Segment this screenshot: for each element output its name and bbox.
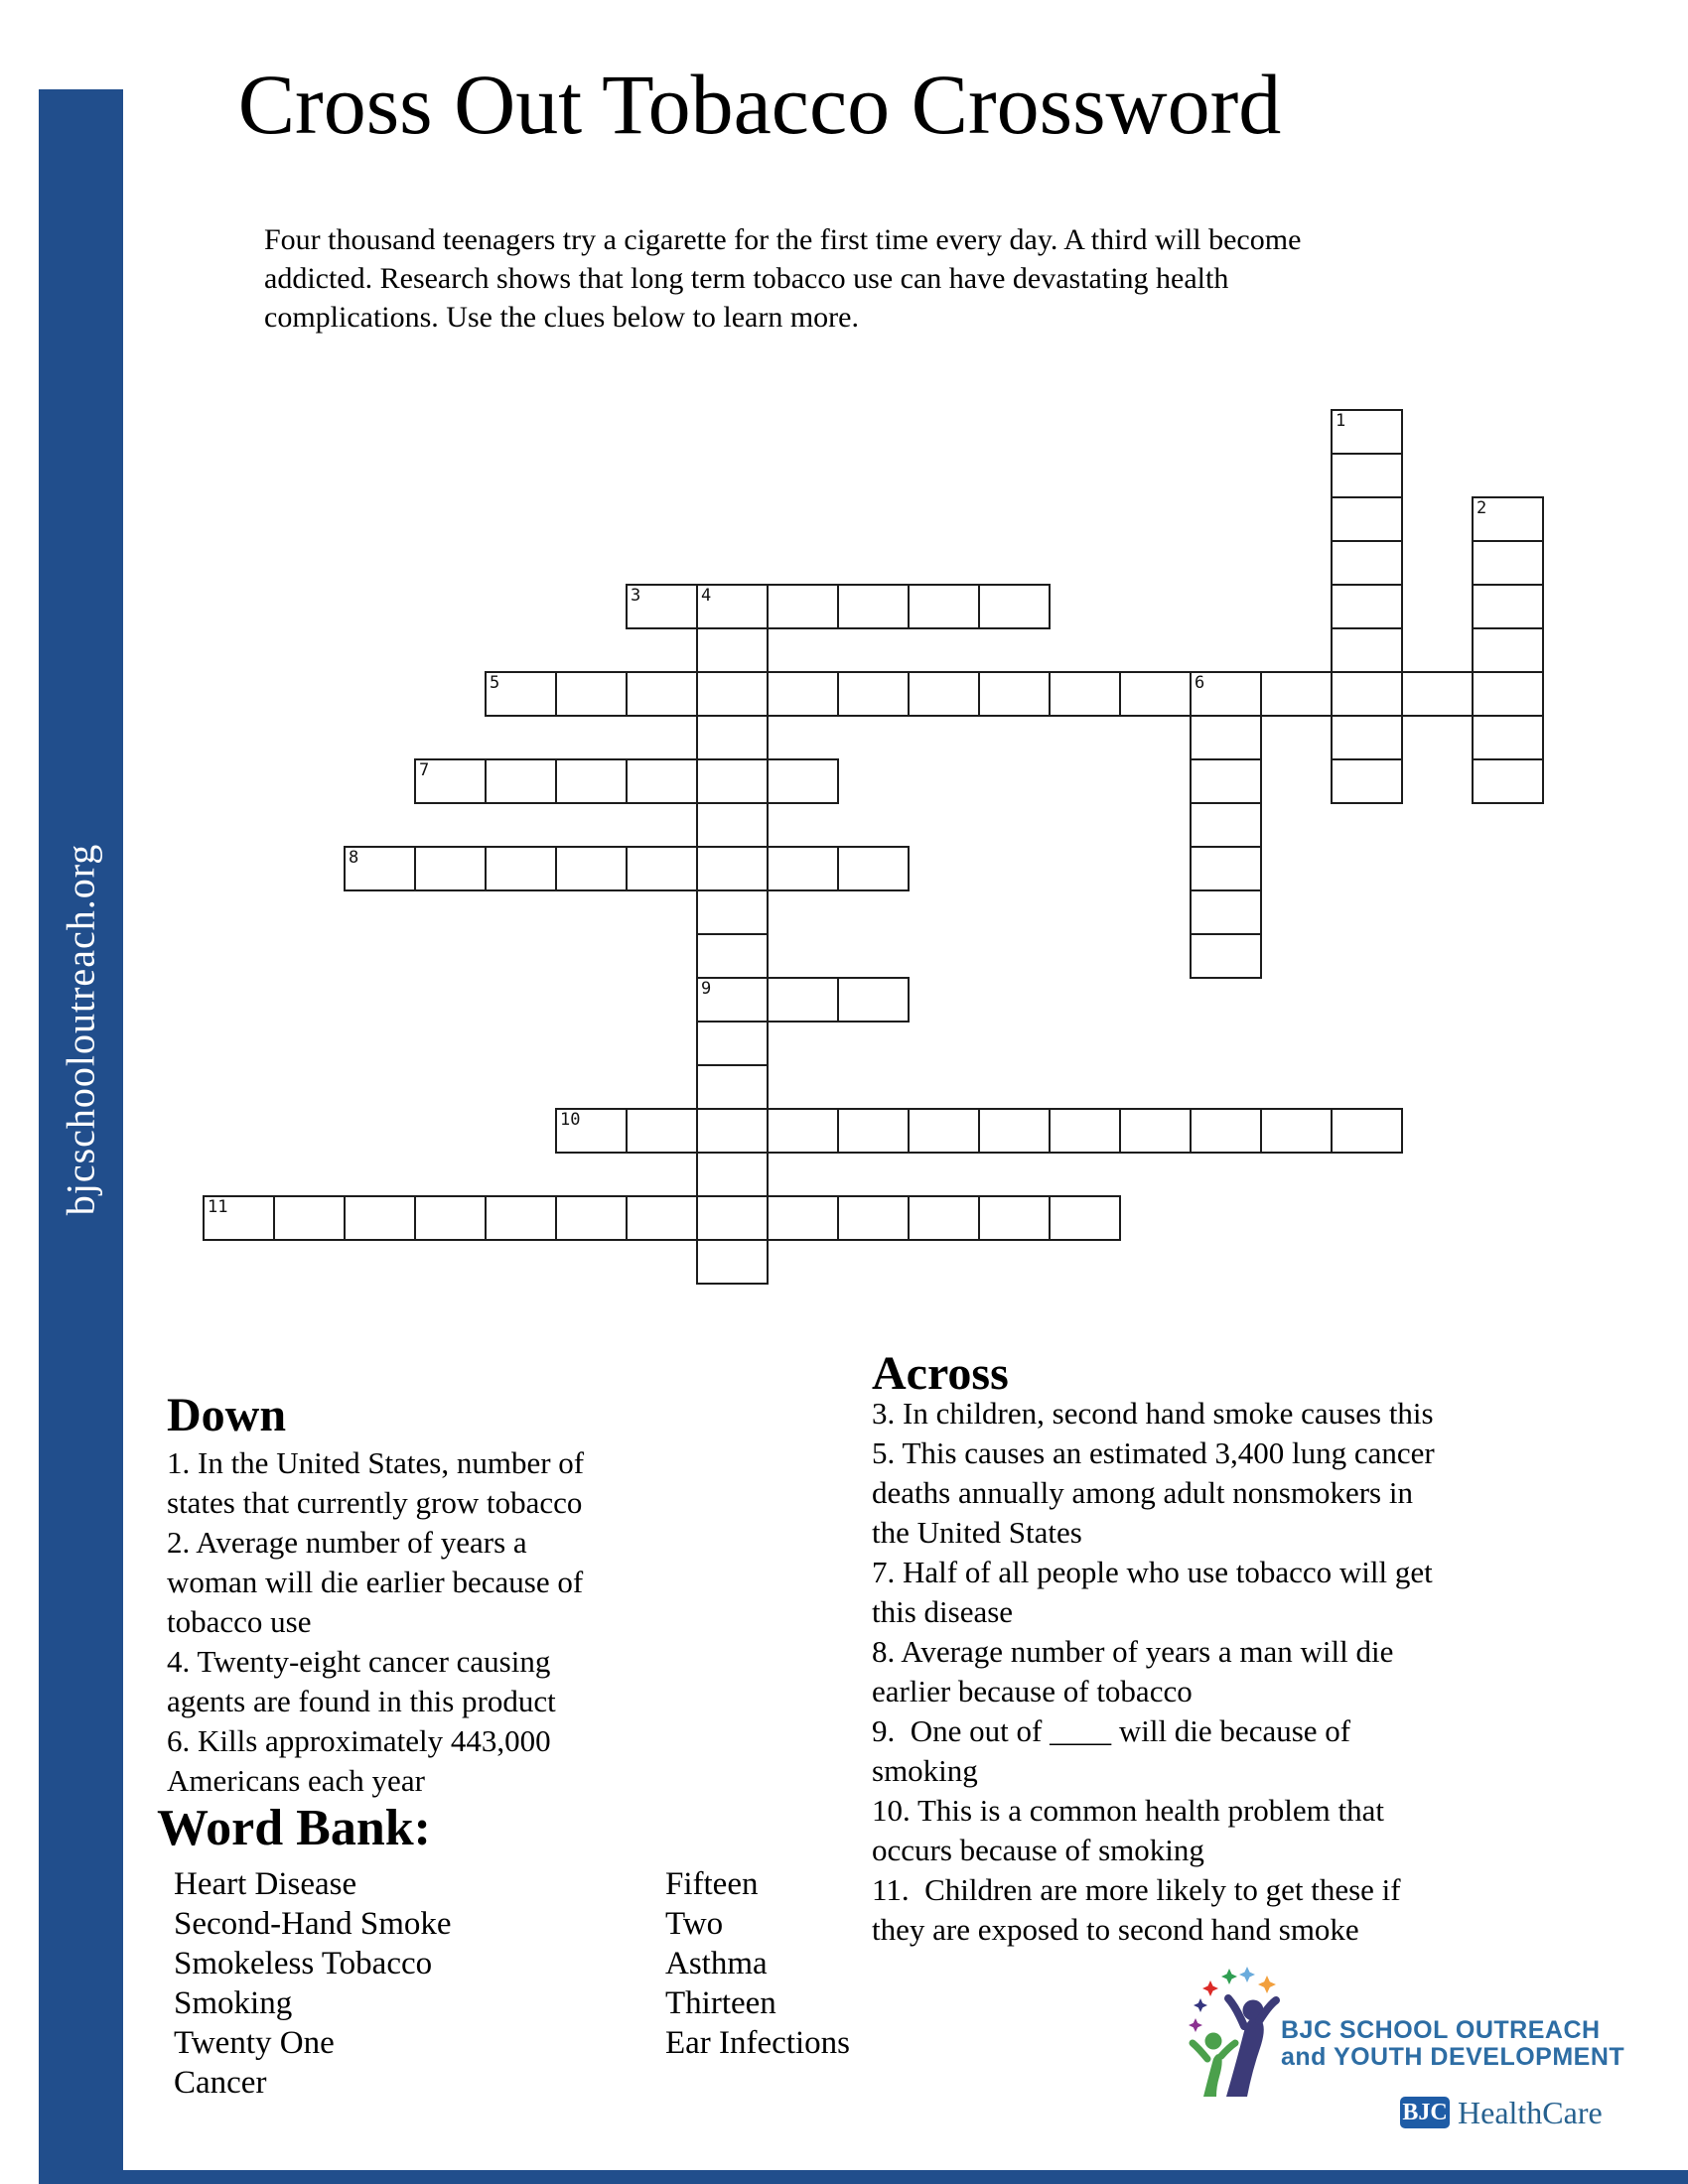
crossword-cell[interactable] xyxy=(1331,715,1403,760)
crossword-cell[interactable] xyxy=(767,671,839,717)
word-bank-item: Smoking xyxy=(174,1985,293,2021)
crossword-cell[interactable] xyxy=(1190,802,1262,848)
star-navy-icon xyxy=(1194,1998,1207,2012)
crossword-cell[interactable] xyxy=(555,1195,628,1241)
down-clue-line: Americans each year xyxy=(167,1763,425,1798)
word-bank-item: Thirteen xyxy=(665,1985,776,2021)
across-clue-line: 3. In children, second hand smoke causes this xyxy=(872,1396,1434,1431)
down-clue-line: 4. Twenty-eight cancer causing xyxy=(167,1644,551,1679)
across-clue-line: 5. This causes an estimated 3,400 lung cancer xyxy=(872,1435,1435,1470)
crossword-cell[interactable] xyxy=(908,584,980,629)
star-blue-icon xyxy=(1239,1967,1255,1982)
intro-line: addicted. Research shows that long term tobacco use can have devastating health xyxy=(264,262,1229,295)
crossword-cell[interactable] xyxy=(978,584,1051,629)
across-heading: Across xyxy=(872,1347,1009,1400)
crossword-cell[interactable] xyxy=(908,671,980,717)
word-bank-item: Second-Hand Smoke xyxy=(174,1906,452,1942)
people-figures-icon xyxy=(1193,1998,1276,2097)
star-green-icon xyxy=(1221,1969,1237,1984)
bottom-bar xyxy=(39,2170,1688,2184)
across-clue-line: 10. This is a common health problem that xyxy=(872,1793,1385,1828)
down-clue-line: tobacco use xyxy=(167,1604,312,1639)
across-clue-line: deaths annually among adult nonsmokers in xyxy=(872,1475,1413,1510)
across-clue-line: 7. Half of all people who use tobacco will get xyxy=(872,1555,1433,1589)
logo-text-line2: and YOUTH DEVELOPMENT xyxy=(1281,2043,1625,2071)
across-clue-line: 8. Average number of years a man will die xyxy=(872,1634,1394,1669)
star-purple-icon xyxy=(1189,2018,1202,2032)
crossword-cell[interactable] xyxy=(1331,671,1403,717)
crossword-cell[interactable] xyxy=(1049,1108,1121,1154)
crossword-cell[interactable] xyxy=(978,671,1051,717)
word-bank-item: Cancer xyxy=(174,2065,267,2101)
down-heading: Down xyxy=(167,1389,287,1441)
down-clue-line: states that currently grow tobacco xyxy=(167,1485,583,1520)
word-bank-item: Asthma xyxy=(665,1946,768,1981)
crossword-cell[interactable] xyxy=(696,1021,769,1066)
green-figure-left-arm xyxy=(1193,2043,1207,2059)
star-red-icon xyxy=(1202,1980,1218,1996)
word-bank-item: Smokeless Tobacco xyxy=(174,1946,433,1981)
cell-number: 6 xyxy=(1195,673,1205,693)
crossword-cell[interactable] xyxy=(1472,584,1544,629)
bjc-school-outreach-logo-icon xyxy=(1187,1964,1286,2099)
across-clue-line: 11. Children are more likely to get these if xyxy=(872,1872,1401,1907)
crossword-cell[interactable] xyxy=(1049,671,1121,717)
crossword-cell[interactable] xyxy=(696,715,769,760)
across-clue-line: they are exposed to second hand smoke xyxy=(872,1912,1359,1947)
crossword-cell[interactable] xyxy=(485,758,557,804)
crossword-cell[interactable] xyxy=(1119,671,1192,717)
word-bank-item: Heart Disease xyxy=(174,1866,357,1902)
crossword-cell[interactable] xyxy=(767,977,839,1023)
crossword-cell[interactable] xyxy=(1472,627,1544,673)
crossword-cell[interactable] xyxy=(414,1195,487,1241)
crossword-cell[interactable] xyxy=(767,1195,839,1241)
crossword-cell[interactable] xyxy=(1049,1195,1121,1241)
word-bank-heading: Word Bank: xyxy=(157,1800,431,1856)
crossword-cell[interactable] xyxy=(1331,540,1403,586)
star-orange-icon xyxy=(1258,1976,1276,1993)
across-clue-list xyxy=(872,1394,1435,1950)
word-bank-item: Ear Infections xyxy=(665,2025,850,2061)
cell-number: 9 xyxy=(701,979,712,999)
across-clue-line: 9. One out of ____ will die because of xyxy=(872,1713,1351,1748)
crossword-cell[interactable] xyxy=(1331,453,1403,498)
crossword-cell[interactable] xyxy=(1190,758,1262,804)
crossword-cell[interactable] xyxy=(696,1064,769,1110)
down-clue-line: 1. In the United States, number of xyxy=(167,1445,585,1480)
word-bank-column-1 xyxy=(174,1864,452,2103)
cell-number: 7 xyxy=(419,760,430,780)
crossword-cell[interactable] xyxy=(696,1108,769,1154)
crossword-cell[interactable] xyxy=(626,846,698,891)
word-bank-item: Twenty One xyxy=(174,2025,335,2061)
across-clue-line: the United States xyxy=(872,1515,1082,1550)
cell-number: 8 xyxy=(349,848,359,868)
crossword-cell[interactable] xyxy=(1331,496,1403,542)
crossword-cell[interactable] xyxy=(767,846,839,891)
crossword-cell[interactable] xyxy=(1260,1108,1333,1154)
crossword-cell[interactable] xyxy=(696,802,769,848)
navy-figure-left-arm xyxy=(1228,1998,1244,2026)
crossword-cell[interactable] xyxy=(1331,584,1403,629)
crossword-cell[interactable] xyxy=(1190,1108,1262,1154)
cell-number: 4 xyxy=(701,586,712,606)
crossword-cell[interactable] xyxy=(837,977,910,1023)
crossword-cell[interactable] xyxy=(908,1108,980,1154)
crossword-cell[interactable] xyxy=(1472,540,1544,586)
across-clue-line: occurs because of smoking xyxy=(872,1833,1204,1867)
sidebar-url-text: bjcschooloutreach.org xyxy=(58,843,103,1216)
word-bank-item: Two xyxy=(665,1906,724,1942)
crossword-cell[interactable] xyxy=(1331,1108,1403,1154)
crossword-cell[interactable] xyxy=(1190,889,1262,935)
crossword-cell[interactable] xyxy=(626,758,698,804)
crossword-cell[interactable] xyxy=(1260,671,1333,717)
crossword-cell[interactable] xyxy=(767,1108,839,1154)
crossword-cell[interactable] xyxy=(696,671,769,717)
crossword-cell[interactable] xyxy=(837,671,910,717)
word-bank-column-2 xyxy=(665,1864,850,2063)
crossword-cell[interactable] xyxy=(837,846,910,891)
crossword-cell[interactable] xyxy=(978,1195,1051,1241)
crossword-cell[interactable] xyxy=(767,758,839,804)
crossword-cell[interactable] xyxy=(626,1108,698,1154)
crossword-cell[interactable] xyxy=(696,1195,769,1241)
crossword-cell[interactable] xyxy=(837,584,910,629)
crossword-cell[interactable] xyxy=(626,1195,698,1241)
crossword-cell[interactable] xyxy=(1190,846,1262,891)
crossword-cell[interactable] xyxy=(414,846,487,891)
crossword-cell[interactable] xyxy=(485,1195,557,1241)
intro-paragraph xyxy=(264,220,1301,337)
cell-number: 5 xyxy=(490,673,500,693)
cell-number: 3 xyxy=(631,586,641,606)
crossword-cell[interactable] xyxy=(1331,758,1403,804)
cell-number: 11 xyxy=(208,1197,228,1217)
crossword-cell[interactable] xyxy=(485,846,557,891)
green-figure-head xyxy=(1205,2033,1222,2050)
healthcare-text: HealthCare xyxy=(1458,2095,1603,2130)
cell-number: 2 xyxy=(1477,498,1487,518)
crossword-cell[interactable] xyxy=(626,671,698,717)
bjc-badge-text: BJC xyxy=(1402,2100,1448,2125)
crossword-cell[interactable] xyxy=(555,846,628,891)
navy-figure-right-arm xyxy=(1259,2000,1276,2021)
green-figure-right-arm xyxy=(1221,2043,1235,2056)
crossword-cell[interactable] xyxy=(1472,758,1544,804)
crossword-cell[interactable] xyxy=(555,671,628,717)
intro-line: complications. Use the clues below to learn more. xyxy=(264,301,859,334)
crossword-cell[interactable] xyxy=(1472,715,1544,760)
intro-line: Four thousand teenagers try a cigarette for the first time every day. A third will become xyxy=(264,223,1302,256)
crossword-cell[interactable] xyxy=(696,846,769,891)
crossword-cell[interactable] xyxy=(837,1195,910,1241)
cell-number: 1 xyxy=(1336,411,1346,431)
crossword-cell[interactable] xyxy=(696,1239,769,1285)
page-title: Cross Out Tobacco Crossword xyxy=(237,57,1282,152)
down-clue-line: agents are found in this product xyxy=(167,1684,556,1718)
crossword-cell[interactable] xyxy=(344,1195,416,1241)
crossword-cell[interactable] xyxy=(696,889,769,935)
crossword-cell[interactable] xyxy=(978,1108,1051,1154)
crossword-cell[interactable] xyxy=(1472,671,1544,717)
crossword-cell[interactable] xyxy=(1331,627,1403,673)
crossword-cell[interactable] xyxy=(1119,1108,1192,1154)
down-clue-line: 6. Kills approximately 443,000 xyxy=(167,1723,551,1758)
crossword-cell[interactable] xyxy=(908,1195,980,1241)
down-clue-line: woman will die earlier because of xyxy=(167,1565,584,1599)
across-clue-line: this disease xyxy=(872,1594,1014,1629)
crossword-cell[interactable] xyxy=(837,1108,910,1154)
word-bank-item: Fifteen xyxy=(665,1866,759,1902)
crossword-cell[interactable] xyxy=(1401,671,1474,717)
crossword-cell[interactable] xyxy=(1190,715,1262,760)
crossword-cell[interactable] xyxy=(555,758,628,804)
crossword-cell[interactable] xyxy=(696,933,769,979)
across-clue-line: smoking xyxy=(872,1753,978,1788)
logo-text-line1: BJC SCHOOL OUTREACH xyxy=(1281,2016,1601,2044)
down-clue-line: 2. Average number of years a xyxy=(167,1525,527,1560)
bjc-healthcare-badge xyxy=(1400,2097,1450,2128)
cell-number: 10 xyxy=(560,1110,581,1130)
crossword-cell[interactable] xyxy=(696,627,769,673)
crossword-cell[interactable] xyxy=(696,1152,769,1197)
crossword-cell[interactable] xyxy=(273,1195,346,1241)
crossword-grid xyxy=(203,409,1544,1285)
crossword-cell[interactable] xyxy=(696,758,769,804)
crossword-cell[interactable] xyxy=(1190,933,1262,979)
crossword-cell[interactable] xyxy=(767,584,839,629)
across-clue-line: earlier because of tobacco xyxy=(872,1674,1193,1708)
down-clue-list xyxy=(167,1443,584,1801)
